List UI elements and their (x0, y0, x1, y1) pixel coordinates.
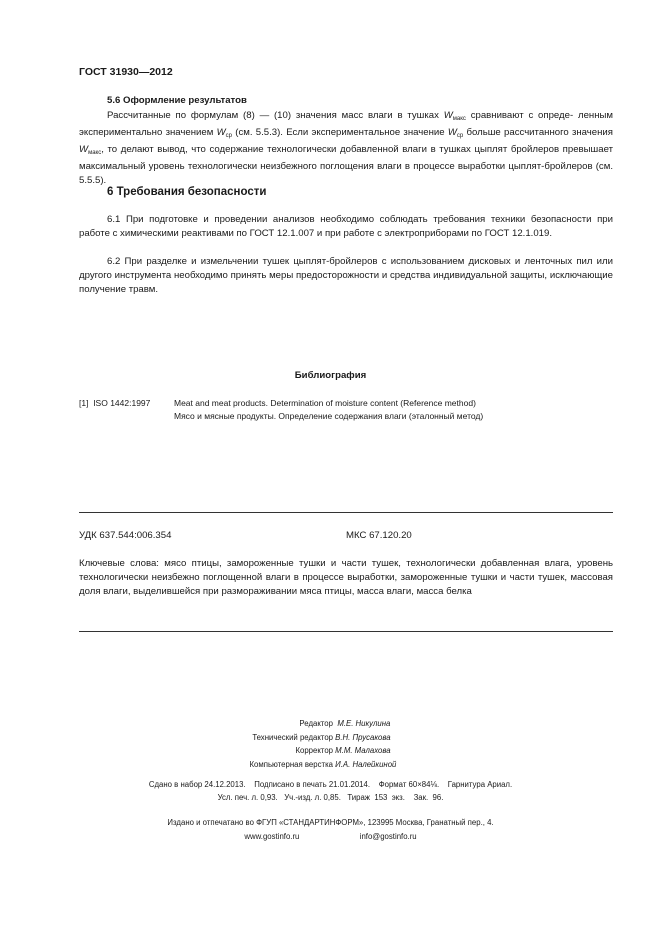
symbol-w: W (216, 127, 226, 138)
symbol-subscript: макс (452, 116, 466, 122)
section-5-6-title: 5.6 Оформление результатов (107, 95, 247, 106)
email-link[interactable]: info@gostinfo.ru (359, 832, 417, 841)
symbol-w: W (447, 127, 457, 138)
credit-value: В.Н. Прусакова (335, 732, 391, 742)
credit-tech-editor (200, 731, 460, 745)
bibliography-entry-number (79, 398, 150, 408)
credit-value: И.А. Налейкиной (335, 759, 397, 769)
divider (79, 512, 613, 513)
bibliography-title: Библиография (294, 370, 367, 381)
imprint-credits (200, 717, 460, 771)
site-link[interactable]: www.gostinfo.ru (244, 832, 300, 841)
section-6-title: 6 Требования безопасности (107, 186, 267, 198)
contact-line (0, 832, 661, 841)
credit-value: М.Е. Никулина (337, 719, 391, 728)
imprint-line-2: Усл. печ. л. 0,93. Уч.-изд. л. 0,85. Тираж 153 экз. Зак. 96. (217, 793, 444, 802)
credit-value: М.М. Малахова (335, 746, 391, 755)
divider (79, 631, 613, 632)
publisher-line: Издано и отпечатано во ФГУП «СТАНДАРТИНФОРМ», 123995 Москва, Гранатный пер., 4. (167, 818, 494, 827)
credit-editor (200, 717, 460, 731)
symbol-subscript: ср (225, 133, 232, 139)
symbol-subscript: ср (456, 133, 464, 139)
udk-code: УДК 637.544:006.354 (79, 530, 172, 541)
symbol-subscript: макс (88, 150, 102, 156)
credit-layout (200, 758, 460, 772)
credit-label: Корректор (295, 746, 333, 755)
section-5-6-text: Рассчитанные по формулам (8) — (10) значения масс влаги в тушках $W_{макс}$ сравнивают с опреде- ленным экспериментально значением $W_{ср}$ (см. 5.5.3). Если экспериментальное значение $W_{ср}$ больше рассчитанного значения $W_{макс}$, то делают вывод, что содержание технологически добавленной влаги в тушках цыплят бройлеров превышает максимальный уровень технологически неизбежного поглощения влаги в процессе выработки цыплят-бройлеров (см. 5.5.5). (79, 110, 614, 186)
credit-label: Компьютерная верстка (249, 759, 333, 769)
document-header: ГОСТ 31930—2012 (79, 66, 173, 78)
symbol-w: W (443, 110, 453, 121)
symbol-w: W (79, 144, 89, 155)
section-6-1-text: 6.1 При подготовке и проведении анализов необходимо соблюдать требования техники безопасности при работе с химическими реактивами по ГОСТ 12.1.007 и при работе с электроприборами по ГОСТ 12.1.019. (79, 214, 613, 239)
credit-label: Технический редактор (252, 732, 333, 742)
credit-label: Редактор (299, 719, 333, 728)
section-6-2-text: 6.2 При разделке и измельчении тушек цыплят-бройлеров с использованием дисковых и ленточных пил или другого инструмента необходимо принять меры предосторожности и средства индивидуальной защиты, исключающие получение травм. (79, 256, 613, 295)
bib-title-ru: Мясо и мясные продукты. Определение содержания влаги (эталонный метод) (174, 411, 484, 421)
bib-num: [1] (79, 398, 89, 408)
mks-code: МКС 67.120.20 (346, 530, 412, 541)
keywords: Ключевые слова: мясо птицы, замороженные тушки и части тушек, технологически добавленная влага, уровень технологически неизбежно поглощенной влаги в процессе выработки, замороженные тушки и части тушек, массовая доля влаги, выделившейся при размораживании мяса птицы, масса влаги, масса белка (79, 558, 613, 597)
bib-title-en: Meat and meat products. Determination of moisture content (Reference method) (174, 398, 476, 408)
credit-corrector (200, 744, 460, 758)
bib-code: ISO 1442:1997 (93, 398, 151, 408)
imprint-line-1: Сдано в набор 24.12.2013. Подписано в печать 21.01.2014. Формат 60×84⅛. Гарнитура Ариал. (148, 780, 513, 789)
